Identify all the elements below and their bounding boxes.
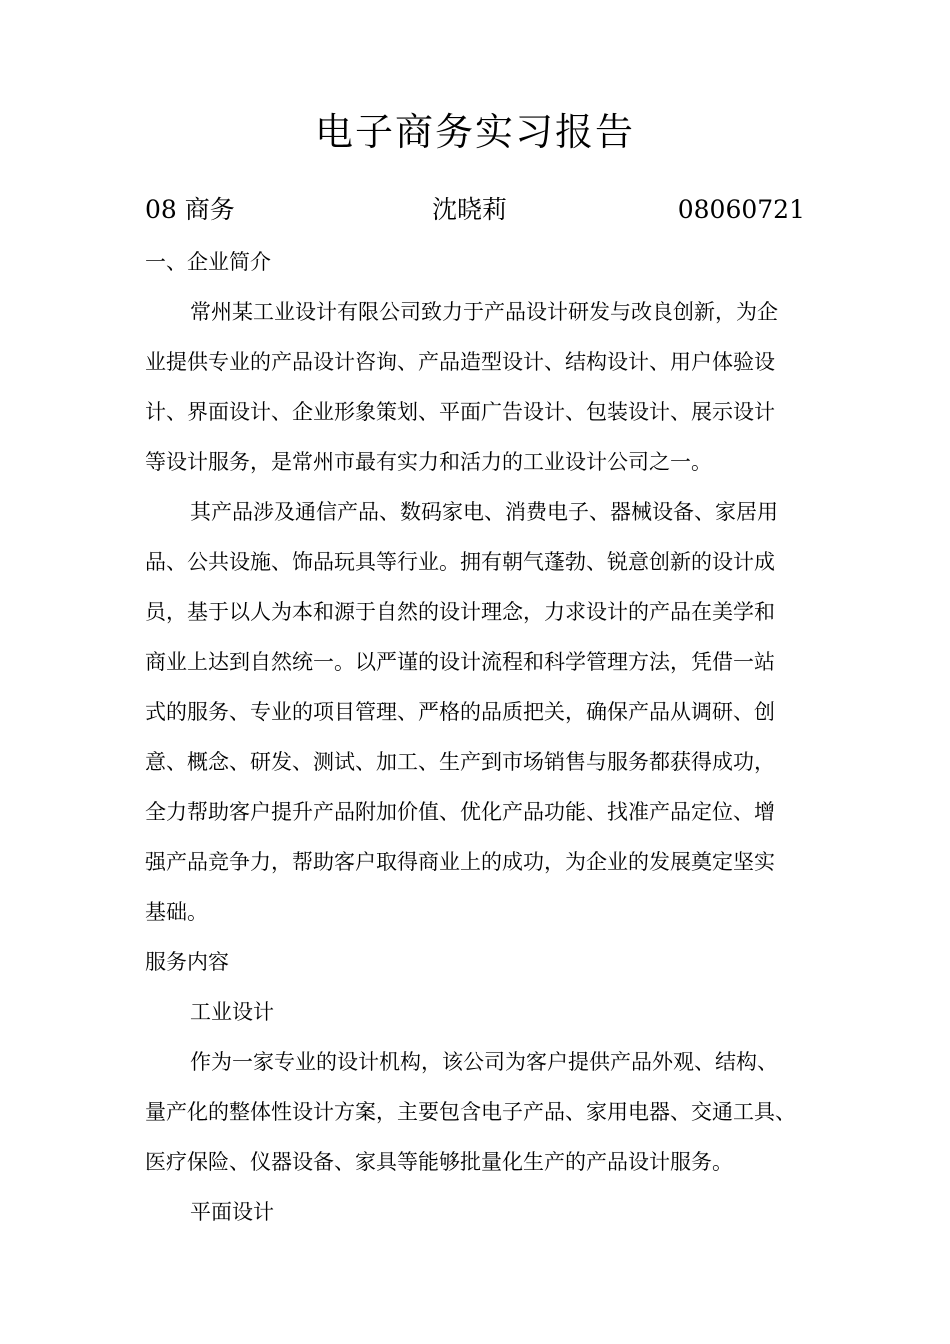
text-line: 工业设计	[190, 1000, 274, 1024]
text-line: 其产品涉及通信产品、数码家电、消费电子、器械设备、家居用	[190, 500, 778, 524]
text-line: 基础。	[145, 900, 208, 924]
class-name: 08 商务	[145, 195, 235, 224]
text-line: 意、概念、研发、测试、加工、生产到市场销售与服务都获得成功，	[145, 750, 775, 774]
text-line: 业提供专业的产品设计咨询、产品造型设计、结构设计、用户体验设	[145, 350, 775, 374]
text-line: 医疗保险、仪器设备、家具等能够批量化生产的产品设计服务。	[145, 1150, 733, 1174]
text-line: 服务内容	[145, 950, 229, 974]
text-line: 品、公共设施、饰品玩具等行业。拥有朝气蓬勃、锐意创新的设计成	[145, 550, 775, 574]
document-meta	[145, 190, 805, 230]
text-line: 等设计服务，是常州市最有实力和活力的工业设计公司之一。	[145, 450, 712, 474]
text-line: 作为一家专业的设计机构，该公司为客户提供产品外观、结构、	[190, 1050, 778, 1074]
text-line: 平面设计	[190, 1200, 274, 1224]
text-line: 全力帮助客户提升产品附加价值、优化产品功能、找准产品定位、增	[145, 800, 775, 824]
text-line: 商业上达到自然统一。以严谨的设计流程和科学管理方法，凭借一站	[145, 650, 775, 674]
text-line: 员，基于以人为本和源于自然的设计理念，力求设计的产品在美学和	[145, 600, 775, 624]
text-line: 计、界面设计、企业形象策划、平面广告设计、包装设计、展示设计	[145, 400, 775, 424]
text-line: 量产化的整体性设计方案，主要包含电子产品、家用电器、交通工具、	[145, 1100, 796, 1124]
text-line: 强产品竞争力，帮助客户取得商业上的成功，为企业的发展奠定坚实	[145, 850, 775, 874]
document-body	[145, 240, 810, 1240]
author-name: 沈晓莉	[432, 195, 508, 224]
student-id: 08060721	[677, 195, 805, 224]
text-line: 一、企业简介	[145, 250, 271, 274]
text-line: 常州某工业设计有限公司致力于产品设计研发与改良创新，为企	[190, 300, 778, 324]
text-line: 式的服务、专业的项目管理、严格的品质把关，确保产品从调研、创	[145, 700, 775, 724]
document-title: 电子商务实习报告	[314, 110, 635, 154]
